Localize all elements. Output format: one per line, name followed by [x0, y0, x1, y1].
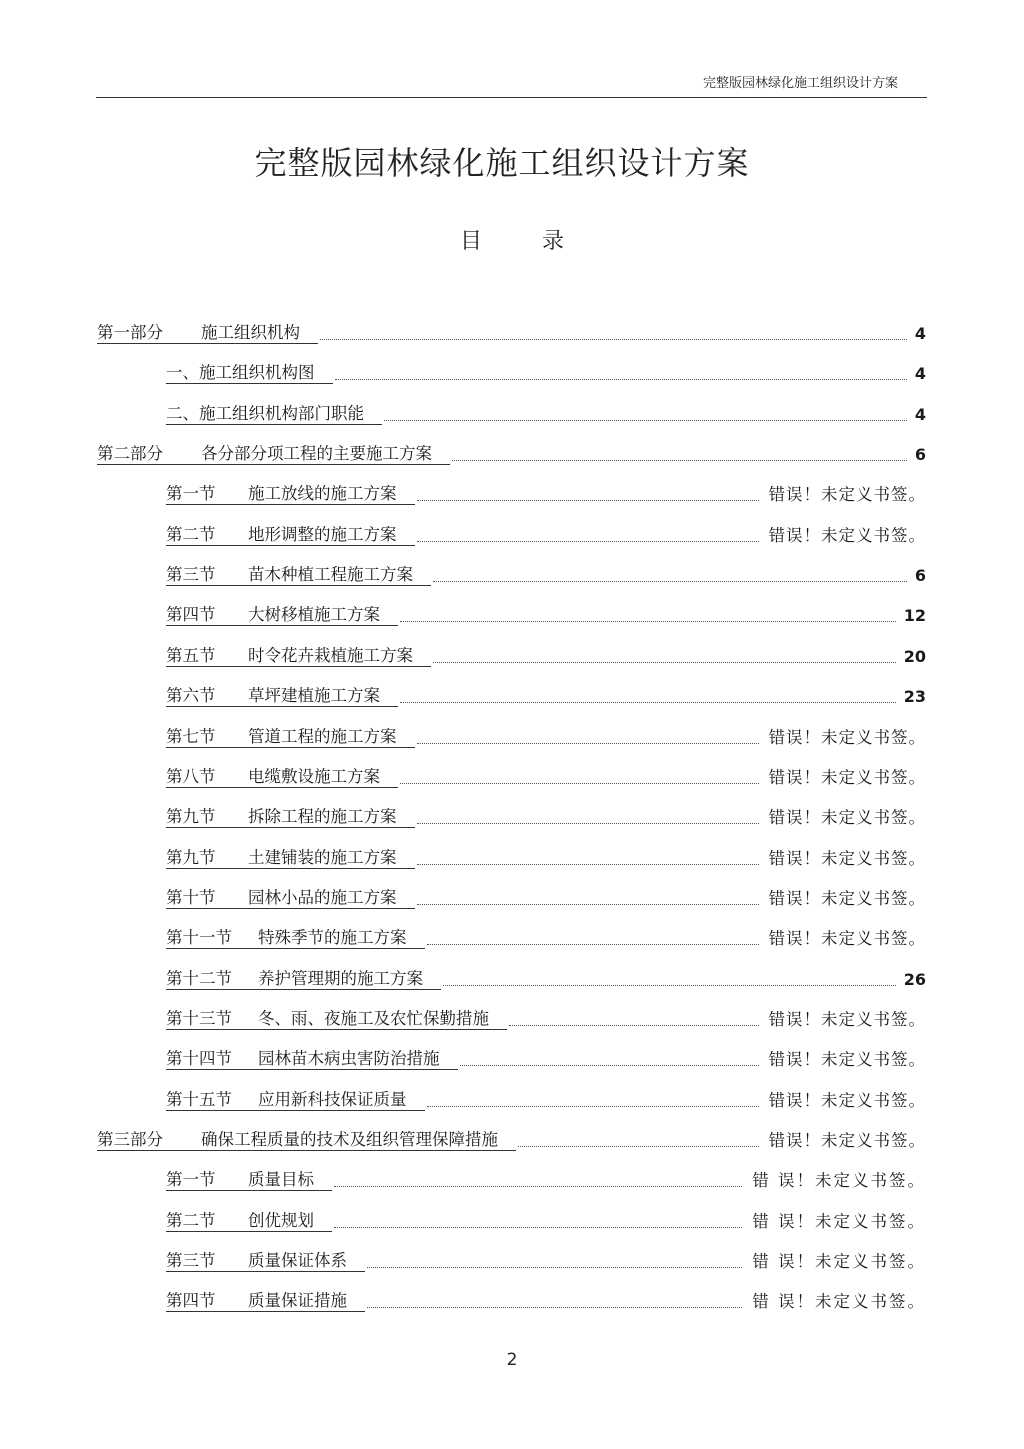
toc-entry-link[interactable]	[166, 767, 398, 788]
toc-entry[interactable]	[166, 602, 926, 626]
toc-entry[interactable]	[166, 966, 926, 990]
toc-entry-number: 第十五节	[166, 1089, 232, 1109]
toc-entry[interactable]	[166, 1208, 926, 1232]
toc-entry-title: 一、施工组织机构图	[166, 363, 315, 383]
toc-dot-leader	[433, 662, 896, 663]
toc-entry-error-text: 错 误！未定义书签。	[752, 1252, 926, 1272]
toc-entry-number: 第八节	[166, 766, 216, 786]
toc-entry-title: 质量目标	[248, 1170, 314, 1190]
toc-dot-leader	[427, 1106, 759, 1107]
toc-entry-link[interactable]	[166, 1009, 507, 1030]
toc-entry[interactable]	[166, 562, 926, 586]
toc-entry-title: 特殊季节的施工方案	[258, 928, 407, 948]
header-divider	[96, 97, 927, 98]
toc-dot-leader	[417, 823, 759, 824]
toc-entry-number: 第一节	[166, 484, 216, 504]
toc-entry-link[interactable]	[97, 444, 450, 465]
toc-entry-link[interactable]	[166, 848, 415, 869]
toc-entry-error-text: 错误！未定义书签。	[768, 929, 926, 949]
toc-entry-error-text: 错误！未定义书签。	[768, 525, 926, 545]
toc-entry-number: 第二部分	[97, 444, 163, 464]
toc-entry[interactable]	[166, 481, 926, 505]
toc-heading	[0, 224, 1024, 255]
toc-entry-page: 20	[903, 646, 926, 666]
toc-entry-title: 园林苗木病虫害防治措施	[258, 1049, 440, 1069]
toc-entry-link[interactable]	[166, 888, 415, 909]
toc-entry-title: 草坪建植施工方案	[248, 686, 380, 706]
toc-entry[interactable]	[166, 643, 926, 667]
toc-entry-error-text: 错误！未定义书签。	[768, 1050, 926, 1070]
toc-entry-title: 确保工程质量的技术及组织管理保障措施	[201, 1130, 498, 1149]
toc-entry-title: 冬、雨、夜施工及农忙保勤措施	[258, 1008, 489, 1028]
toc-entry-link[interactable]	[166, 1090, 425, 1111]
toc-entry-number: 第三节	[166, 1251, 216, 1271]
toc-dot-leader	[320, 339, 907, 340]
toc-entry-number: 第六节	[166, 686, 216, 706]
toc-entry-error-text: 错误！未定义书签。	[768, 1131, 926, 1150]
toc-entry[interactable]	[166, 401, 926, 425]
page-number: 2	[506, 1350, 518, 1370]
toc-entry[interactable]	[166, 1087, 926, 1111]
toc-entry[interactable]	[166, 1006, 926, 1030]
toc-entry-title: 园林小品的施工方案	[248, 887, 397, 907]
toc-entry-page: 4	[914, 364, 926, 384]
toc-dot-leader	[460, 1065, 759, 1066]
toc-entry-title: 质量保证措施	[248, 1291, 347, 1311]
toc-entry[interactable]	[166, 683, 926, 707]
toc-entry-link[interactable]	[166, 1251, 365, 1272]
toc-dot-leader	[400, 621, 896, 622]
toc-entry-page: 23	[903, 687, 926, 707]
toc-dot-leader	[427, 944, 759, 945]
toc-entry-link[interactable]	[166, 807, 415, 828]
toc-entry-link[interactable]	[166, 1211, 332, 1232]
toc-entry[interactable]	[166, 1046, 926, 1070]
toc-entry-title: 创优规划	[248, 1210, 314, 1230]
toc-heading-char-2: 录	[542, 229, 565, 254]
toc-entry[interactable]	[166, 360, 926, 384]
toc-entry-number: 第一节	[166, 1170, 216, 1190]
toc-entry-title: 施工放线的施工方案	[248, 484, 397, 504]
toc-dot-leader	[400, 783, 759, 784]
toc-dot-leader	[443, 985, 896, 986]
toc-entry-number: 第十二节	[166, 968, 232, 988]
toc-dot-leader	[417, 864, 759, 865]
toc-entry[interactable]	[166, 925, 926, 949]
toc-heading-char-1: 目	[459, 229, 482, 254]
toc-entry[interactable]	[166, 804, 926, 828]
toc-entry-page: 26	[903, 969, 926, 989]
toc-entry-link[interactable]	[166, 1170, 332, 1191]
toc-dot-leader	[384, 420, 907, 421]
toc-entry-link[interactable]	[166, 525, 415, 546]
toc-entry-title: 土建铺装的施工方案	[248, 847, 397, 867]
toc-entry[interactable]	[166, 522, 926, 546]
toc-entry-link[interactable]	[166, 928, 425, 949]
toc-dot-leader	[452, 460, 907, 461]
toc-entry-number: 第十三节	[166, 1008, 232, 1028]
toc-entry-link[interactable]	[166, 686, 398, 707]
toc-dot-leader	[400, 702, 896, 703]
toc-entry-title: 施工组织机构	[201, 323, 300, 342]
toc-entry[interactable]	[166, 1248, 926, 1272]
toc-entry-title: 各分部分项工程的主要施工方案	[201, 444, 432, 464]
toc-entry-number: 第九节	[166, 847, 216, 867]
toc-entry-number: 第十四节	[166, 1049, 232, 1069]
toc-entry-link[interactable]	[166, 1049, 458, 1070]
toc-entry-link[interactable]	[166, 565, 431, 586]
toc-entry-page: 4	[914, 324, 926, 343]
toc-entry-error-text: 错 误！未定义书签。	[752, 1211, 926, 1231]
toc-entry-number: 第十节	[166, 887, 216, 907]
toc-entry-number: 第十一节	[166, 928, 232, 948]
toc-entry-link[interactable]	[166, 605, 398, 626]
toc-entry-link[interactable]	[166, 646, 431, 667]
toc-entry-page: 6	[914, 566, 926, 586]
toc-dot-leader	[367, 1267, 742, 1268]
toc-entry-link[interactable]	[97, 323, 318, 344]
toc-dot-leader	[335, 379, 907, 380]
toc-dot-leader	[417, 904, 759, 905]
toc-entry-error-text: 错误！未定义书签。	[768, 888, 926, 908]
toc-entry-error-text: 错误！未定义书签。	[768, 1009, 926, 1029]
toc-entry-link[interactable]	[166, 404, 382, 425]
toc-entry-number: 第五节	[166, 645, 216, 665]
toc-entry-title: 质量保证体系	[248, 1251, 347, 1271]
toc-entry-error-text: 错误！未定义书签。	[768, 727, 926, 747]
toc-entry-title: 拆除工程的施工方案	[248, 807, 397, 827]
toc-dot-leader	[334, 1227, 742, 1228]
toc-entry[interactable]	[166, 724, 926, 748]
toc-entry-link[interactable]	[166, 363, 333, 384]
toc-entry-title: 地形调整的施工方案	[248, 524, 397, 544]
toc-entry-number: 第九节	[166, 807, 216, 827]
toc-entry-number: 第四节	[166, 1291, 216, 1311]
toc-entry-error-text: 错误！未定义书签。	[768, 1090, 926, 1110]
toc-entry-link[interactable]	[166, 1291, 365, 1312]
toc-entry-title: 管道工程的施工方案	[248, 726, 397, 746]
toc-entry-link[interactable]	[166, 969, 441, 990]
toc-entry-page: 6	[914, 445, 926, 465]
toc-dot-leader	[509, 1025, 759, 1026]
toc-entry-title: 时令花卉栽植施工方案	[248, 645, 413, 665]
toc-entry-link[interactable]	[166, 727, 415, 748]
toc-entry-number: 第三节	[166, 565, 216, 585]
toc-entry[interactable]	[166, 764, 926, 788]
toc-entry-title: 大树移植施工方案	[248, 605, 380, 625]
toc-entry-number: 第七节	[166, 726, 216, 746]
toc-entry-error-text: 错 误！未定义书签。	[752, 1171, 926, 1191]
running-header: 完整版园林绿化施工组织设计方案	[702, 76, 898, 91]
toc-entry[interactable]	[166, 1167, 926, 1191]
toc-dot-leader	[417, 500, 759, 501]
toc-dot-leader	[417, 743, 759, 744]
toc-entry[interactable]	[166, 1288, 926, 1312]
toc-entry[interactable]	[166, 845, 926, 869]
toc-dot-leader	[518, 1146, 759, 1147]
toc-entry-title: 苗木种植工程施工方案	[248, 565, 413, 585]
toc-entry-link[interactable]	[97, 1130, 516, 1151]
toc-entry[interactable]	[97, 441, 926, 465]
toc-dot-leader	[433, 581, 907, 582]
toc-entry-error-text: 错误！未定义书签。	[768, 808, 926, 828]
toc-entry-title: 二、施工组织机构部门职能	[166, 403, 364, 423]
document-title: 完整版园林绿化施工组织设计方案	[254, 144, 750, 182]
toc-entry-title: 电缆敷设施工方案	[248, 766, 380, 786]
toc-entry-error-text: 错 误！未定义书签。	[752, 1292, 926, 1312]
toc-entry-title: 养护管理期的施工方案	[258, 968, 423, 988]
toc-entry-title: 应用新科技保证质量	[258, 1089, 407, 1109]
toc-entry-number: 第二节	[166, 524, 216, 544]
toc-entry-number: 第三部分	[97, 1130, 163, 1149]
toc-entry-number: 第四节	[166, 605, 216, 625]
toc-entry-error-text: 错误！未定义书签。	[768, 485, 926, 505]
toc-dot-leader	[367, 1307, 742, 1308]
toc-entry-number: 第一部分	[97, 323, 163, 342]
toc-dot-leader	[417, 541, 759, 542]
toc-entry[interactable]	[97, 320, 926, 344]
toc-entry[interactable]	[166, 885, 926, 909]
toc-entry-number: 第二节	[166, 1210, 216, 1230]
toc-entry-page: 4	[914, 404, 926, 424]
toc-entry-link[interactable]	[166, 484, 415, 505]
toc-dot-leader	[334, 1186, 742, 1187]
toc-entry-error-text: 错误！未定义书签。	[768, 767, 926, 787]
toc-entry[interactable]	[97, 1127, 926, 1151]
toc-entry-error-text: 错误！未定义书签。	[768, 848, 926, 868]
toc-entry-page: 12	[903, 606, 926, 626]
